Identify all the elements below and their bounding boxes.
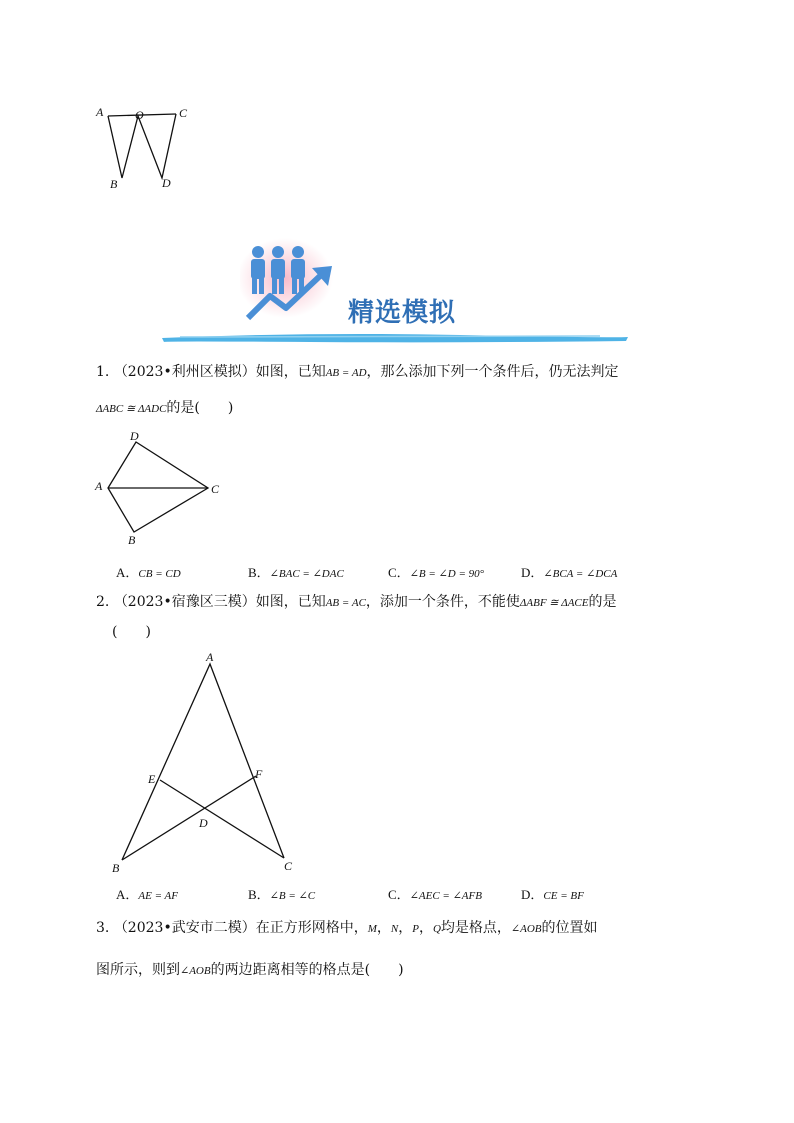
top-figure-lines (108, 114, 176, 178)
label-C: C (179, 106, 188, 120)
q3-line1 (96, 918, 598, 939)
q1-option-b[interactable]: B．∠BAC = ∠DAC (248, 565, 344, 580)
q2-text-a: 如图，已知 (255, 594, 326, 610)
q1-label-A: A (95, 479, 103, 493)
q3-text-a: 在正方形网格中， (255, 920, 368, 936)
q1-option-d[interactable]: D．∠BCA = ∠DCA (521, 565, 618, 580)
label-O: O (135, 108, 144, 122)
q2-label-C: C (284, 859, 293, 873)
q3-number: 3. (96, 920, 110, 936)
q1-figure (90, 428, 230, 548)
q3-m2: N (390, 923, 399, 935)
q3-sep1: ， (376, 920, 391, 936)
q2-segment-CE (160, 780, 284, 858)
q1-text-a: 如图，已知 (255, 364, 326, 380)
q2-segment-BF (122, 776, 256, 860)
q2-math-b: ΔABF ≅ ΔACE (519, 597, 589, 609)
q2-text-c: 的是 (588, 594, 617, 610)
q1-math-a: AB = AD (325, 367, 367, 379)
q3-source: （2023•武安市二模） (113, 920, 256, 936)
q2-label-E: E (148, 772, 156, 786)
q3-text-c: 的位置如 (541, 920, 598, 936)
q2-label-B: B (112, 861, 120, 875)
q2-source: （2023•宿豫区三模） (113, 594, 256, 610)
q3-line2 (96, 960, 404, 981)
q1-line1 (96, 362, 619, 383)
q1-number: 1. (96, 364, 110, 380)
q2-option-a[interactable]: A．AE = AF (116, 887, 178, 902)
q3-m1: M (367, 923, 377, 935)
top-figure (90, 100, 200, 195)
q3-sep3: ， (418, 920, 433, 936)
q2-figure (108, 648, 308, 876)
q3-m4: Q (432, 923, 441, 935)
q2-blank: ( ) (112, 624, 151, 640)
q3-line2-b: 的两边距离相等的格点是( ) (210, 962, 404, 978)
q2-line1 (96, 592, 616, 613)
q1-label-B: B (128, 533, 136, 547)
people-growth-icon (240, 238, 340, 328)
banner-brush-stroke (160, 330, 630, 346)
q2-math-a: AB = AC (325, 597, 366, 609)
q1-label-D: D (130, 429, 139, 443)
q2-label-D: D (199, 816, 208, 830)
q2-text-b: ，添加一个条件，不能使 (365, 594, 520, 610)
banner-title: 精选模拟 (348, 298, 457, 328)
label-A: A (96, 105, 104, 119)
q1-option-a[interactable]: A．CB = CD (116, 565, 181, 580)
q1-line2 (96, 398, 233, 419)
q1-text-b: ，那么添加下列一个条件后，仍无法判定 (366, 364, 619, 380)
q2-label-A: A (206, 650, 214, 664)
q3-line2-a: 图所示，则到 (96, 962, 180, 978)
q3-sep2: ， (398, 920, 413, 936)
q1-text-c: 的是( ) (166, 400, 234, 416)
q2-option-c[interactable]: C．∠AEC = ∠AFB (388, 887, 482, 902)
q3-m3: P (412, 923, 419, 935)
q2-option-d[interactable]: D．CE = BF (521, 887, 584, 902)
q2-number: 2. (96, 594, 110, 610)
q1-kite (108, 442, 208, 532)
q3-math-c: ∠AOB (180, 965, 211, 977)
q2-option-b[interactable]: B．∠B = ∠C (248, 887, 316, 902)
label-B: B (110, 177, 118, 191)
q1-option-c[interactable]: C．∠B = ∠D = 90° (388, 565, 485, 580)
q3-math-b: ∠AOB (510, 923, 542, 935)
q2-triangle-sides (122, 664, 284, 860)
q1-source: （2023•利州区模拟） (113, 364, 256, 380)
q3-text-b: 均是格点， (440, 920, 511, 936)
section-banner (160, 238, 630, 353)
q2-label-F: F (255, 767, 263, 781)
q2-line2 (112, 622, 151, 642)
label-D: D (162, 176, 171, 190)
q1-label-C: C (211, 482, 220, 496)
q1-math-b: ΔABC ≅ ΔADC (96, 403, 167, 415)
